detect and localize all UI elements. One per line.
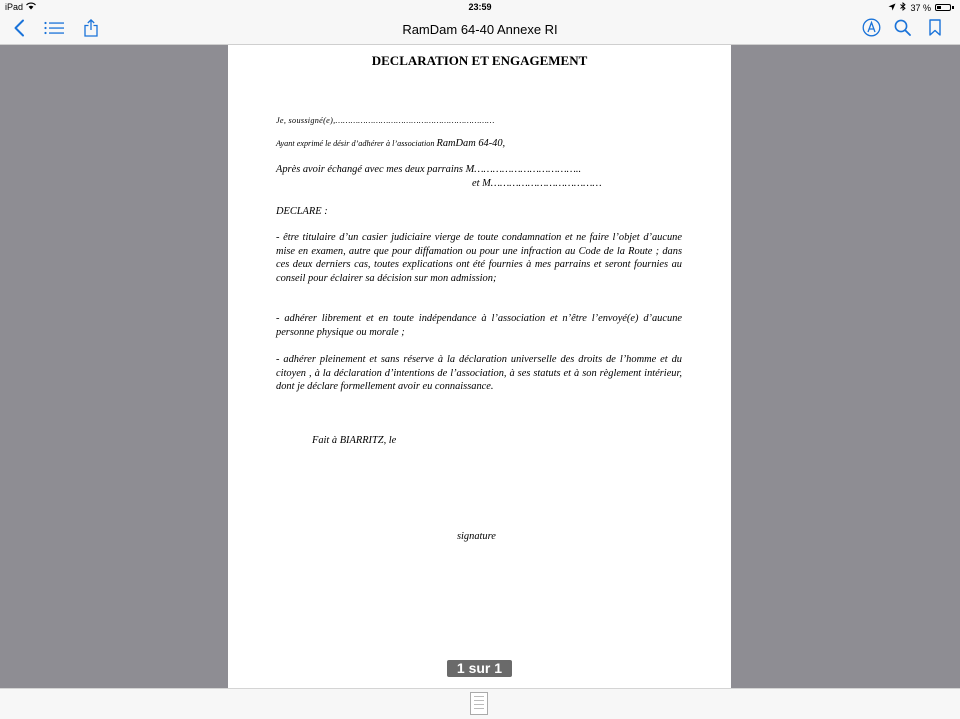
toolbar [0, 14, 960, 45]
parrains-line-2: et M……………………………… [472, 178, 602, 189]
declare-heading: DECLARE : [276, 206, 328, 217]
markup-button[interactable] [859, 18, 883, 42]
page-thumbnail-icon [471, 696, 487, 709]
battery-fill [937, 6, 941, 9]
bluetooth-icon [900, 2, 906, 13]
parrains-line-1: Après avoir échangé avec mes deux parrains M…………………………….. [276, 164, 582, 175]
soussigne-line [276, 114, 682, 128]
ayant-text: Ayant exprimé le désir d’adhérer à l’association [276, 139, 437, 148]
battery-icon [935, 4, 951, 11]
status-right [888, 2, 954, 13]
thumbnail-bar [0, 688, 960, 719]
fait-a-line: Fait à BIARRITZ, le [312, 435, 397, 446]
bookmark-icon [929, 19, 941, 41]
document-title: RamDam 64-40 Annexe RI [402, 22, 558, 37]
location-icon [888, 3, 896, 13]
search-icon [894, 19, 911, 41]
search-button[interactable] [890, 18, 914, 42]
battery-percent: 37 % [910, 2, 931, 13]
declaration-paragraph-2: - adhérer librement et en toute indépendance à l’association et n’être l’envoyé(e) d’aucune personne physique ou morale ; [276, 313, 682, 338]
status-bar [0, 0, 960, 14]
device-name: iPad [5, 2, 24, 12]
ayant-line [276, 137, 682, 151]
declaration-paragraph-1: - être titulaire d’un casier judiciaire vierge de toute condamnation et ne faire l’objet d’aucune mise en examen, autre que pour diffamation ou pour une infraction au Code de la Route ; dans ces deux derniers cas, toutes explications ont été fournies à mes parrains et seront fournies au conseil pour éclairer sa décision sur mon admission; [276, 232, 682, 284]
association-name: RamDam 64-40, [436, 138, 506, 149]
bookmark-button[interactable] [923, 18, 947, 42]
battery-tip [952, 6, 954, 9]
status-time: 23:59 [468, 2, 492, 12]
page-thumbnail[interactable] [470, 692, 488, 715]
declaration-paragraph-3: - adhérer pleinement et sans réserve à la déclaration universelle des droits de l’homme et du citoyen , à la déclaration d’intentions de l’association, à ses statuts et à son règlement intérieur, dont je déclare formellement avoir eu connaissance. [276, 354, 682, 393]
page-indicator: 1 sur 1 [447, 660, 512, 677]
document-page[interactable] [228, 45, 731, 688]
markup-icon [862, 18, 881, 42]
declaration-title: DECLARATION ET ENGAGEMENT [371, 53, 588, 68]
soussigne-text: Je, soussigné(e),……………………………………………………… [276, 116, 495, 125]
signature-label: signature [457, 531, 496, 542]
